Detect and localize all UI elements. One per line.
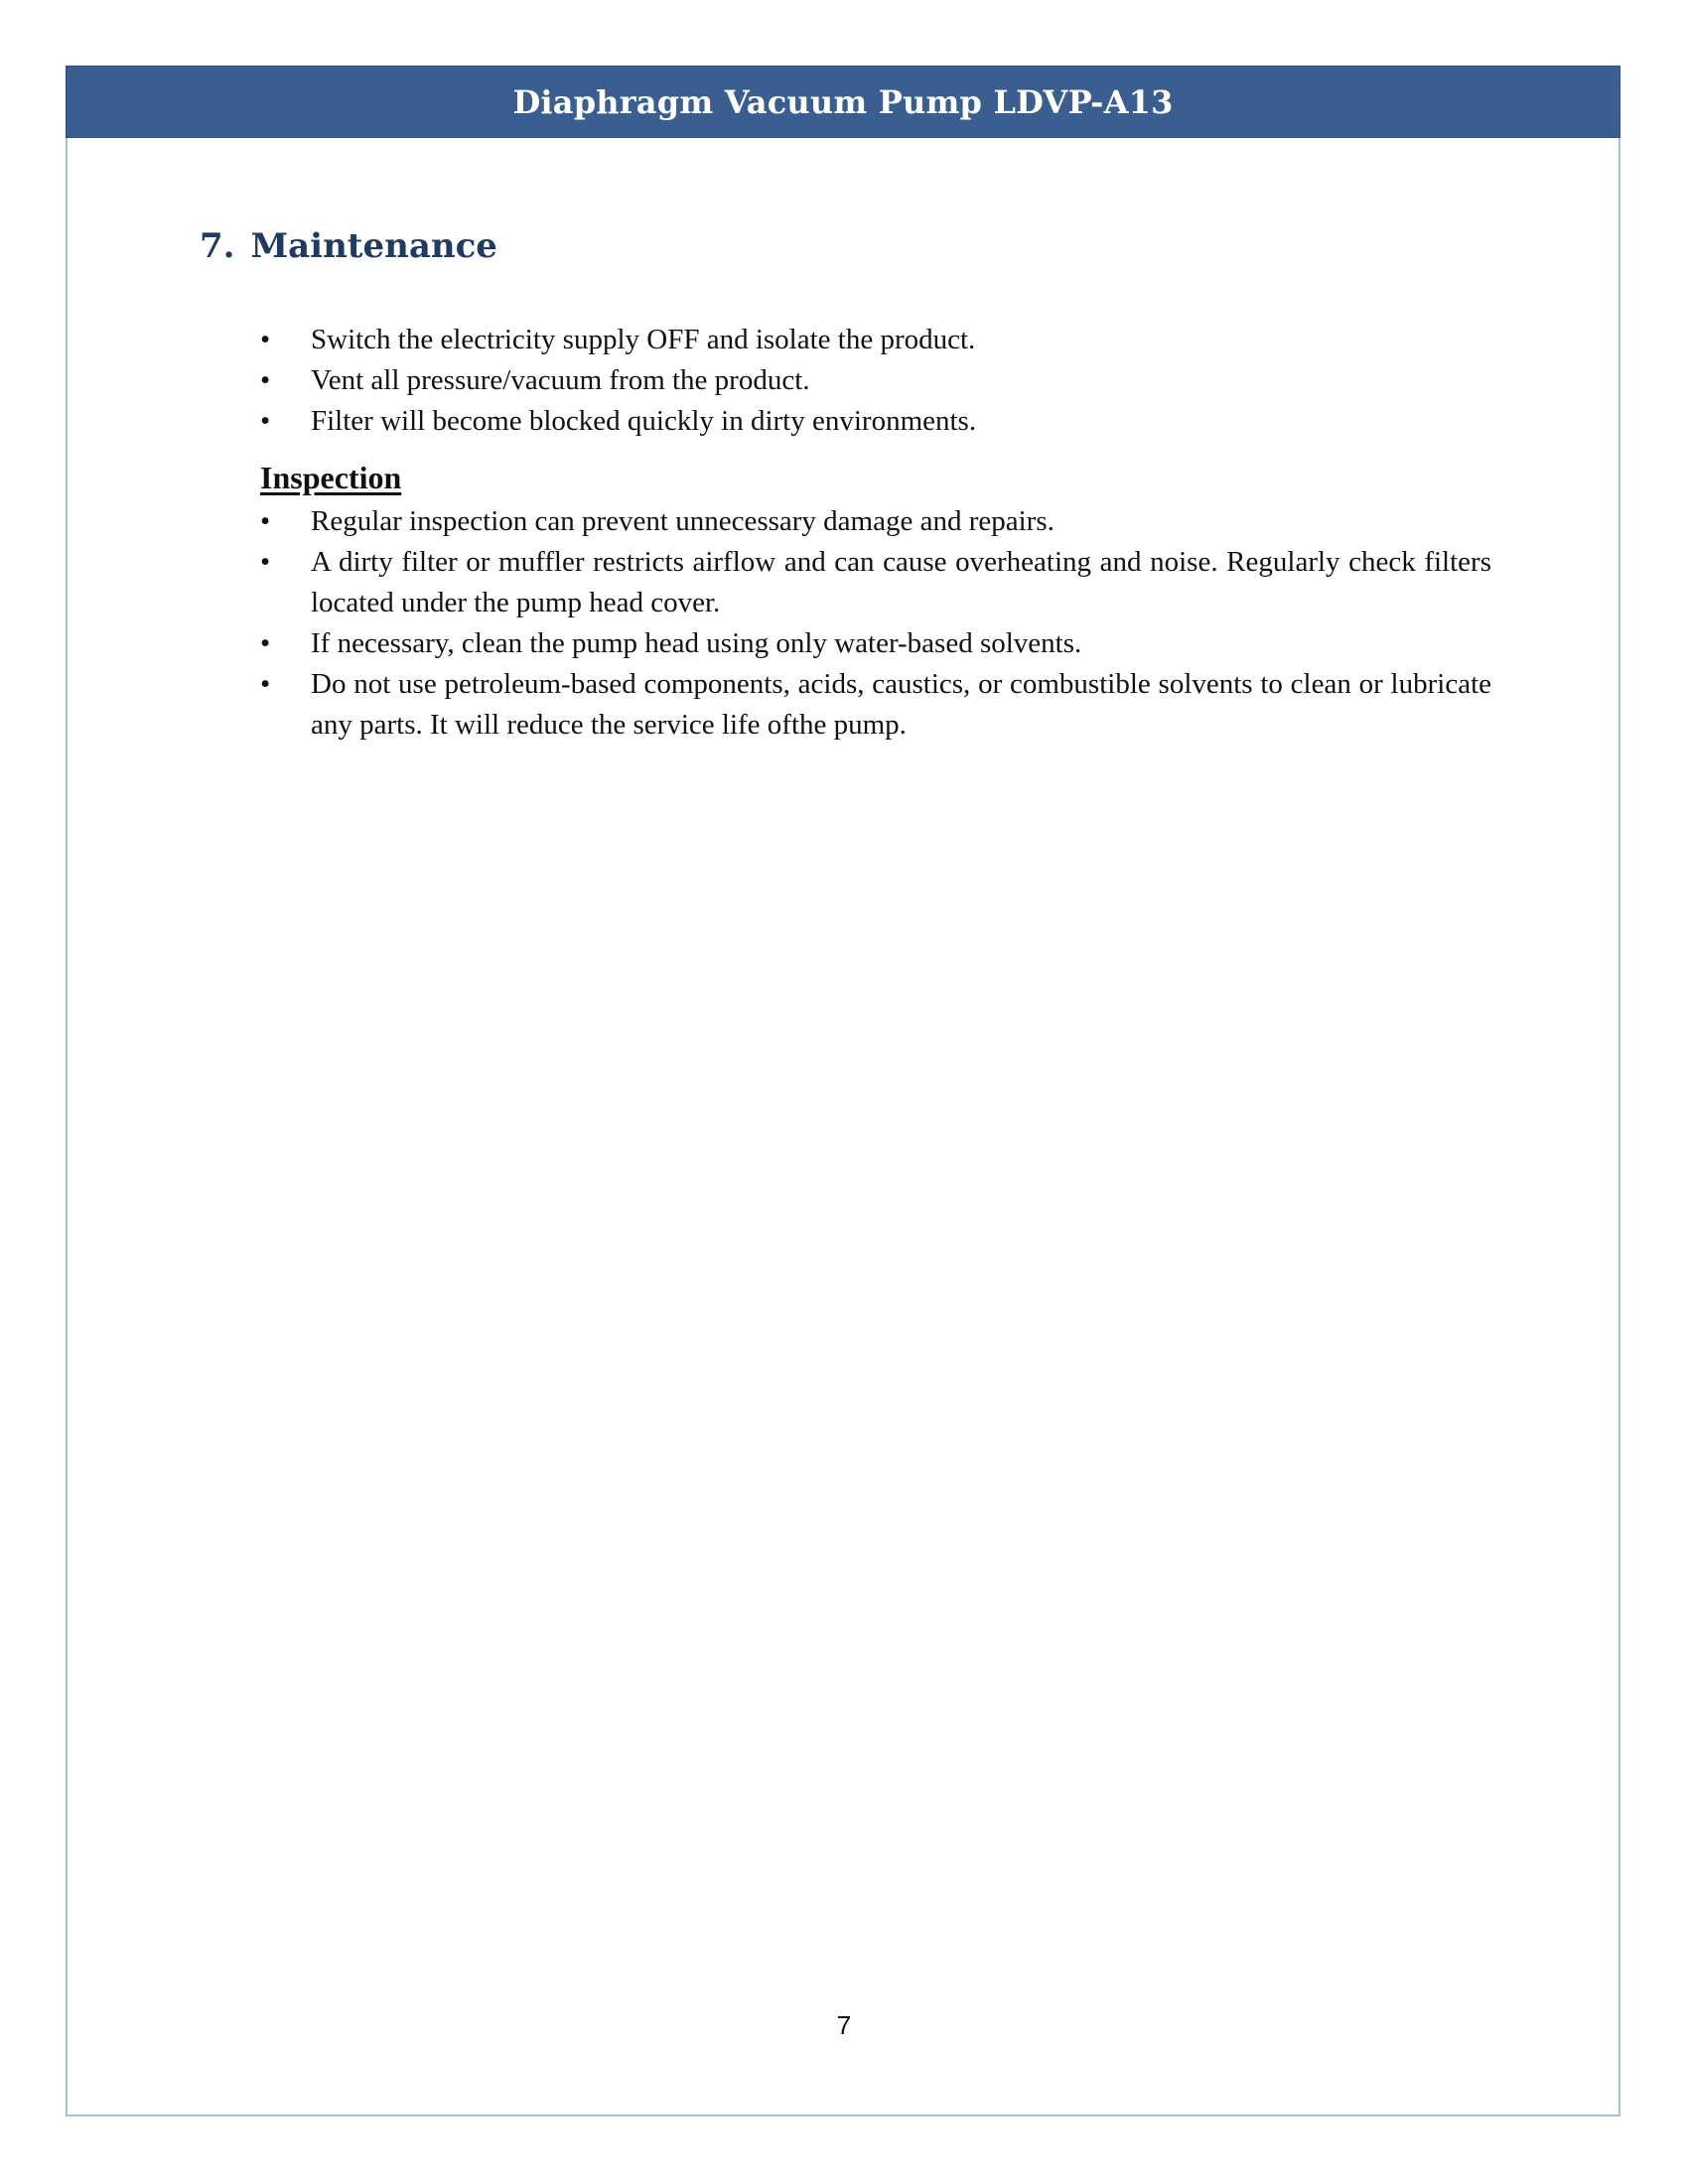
list-item bbox=[260, 320, 1491, 360]
section-heading bbox=[200, 226, 497, 266]
maintenance-bullet-list bbox=[260, 320, 1491, 442]
list-item-text: If necessary, clean the pump head using only water-based solvents. bbox=[311, 627, 1082, 659]
list-item-text: Regular inspection can prevent unnecessary damage and repairs. bbox=[311, 505, 1055, 537]
inspection-heading: Inspection bbox=[260, 460, 402, 495]
document-title: Diaphragm Vacuum Pump LDVP-A13 bbox=[512, 82, 1174, 121]
list-item-text: Do not use petroleum-based components, acids, caustics, or combustible solvents to clean or lubricate any parts. It will reduce the service life ofthe pump. bbox=[311, 668, 1491, 741]
list-item bbox=[260, 623, 1491, 664]
list-item bbox=[260, 360, 1491, 401]
bullet-icon: • bbox=[260, 668, 271, 700]
bullet-icon: • bbox=[260, 627, 271, 659]
page-number: 7 bbox=[836, 2010, 852, 2040]
list-item bbox=[260, 664, 1491, 746]
header-banner bbox=[66, 66, 1620, 138]
bullet-icon: • bbox=[260, 405, 271, 437]
list-item bbox=[260, 401, 1491, 442]
list-item-text: Vent all pressure/vacuum from the product. bbox=[311, 364, 810, 396]
bullet-icon: • bbox=[260, 364, 271, 396]
list-item-text: A dirty filter or muffler restricts airflow and can cause overheating and noise. Regularly check filters located under the pump head cover. bbox=[311, 546, 1491, 618]
bullet-icon: • bbox=[260, 546, 271, 578]
bullet-icon: • bbox=[260, 324, 271, 355]
section-title: Maintenance bbox=[250, 226, 497, 266]
list-item bbox=[260, 501, 1491, 542]
section-number: 7. bbox=[200, 226, 235, 266]
list-item bbox=[260, 542, 1491, 623]
inspection-bullet-list bbox=[260, 501, 1491, 746]
list-item-text: Filter will become blocked quickly in dirty environments. bbox=[311, 405, 977, 437]
list-item-text: Switch the electricity supply OFF and isolate the product. bbox=[311, 324, 976, 355]
bullet-icon: • bbox=[260, 505, 271, 537]
